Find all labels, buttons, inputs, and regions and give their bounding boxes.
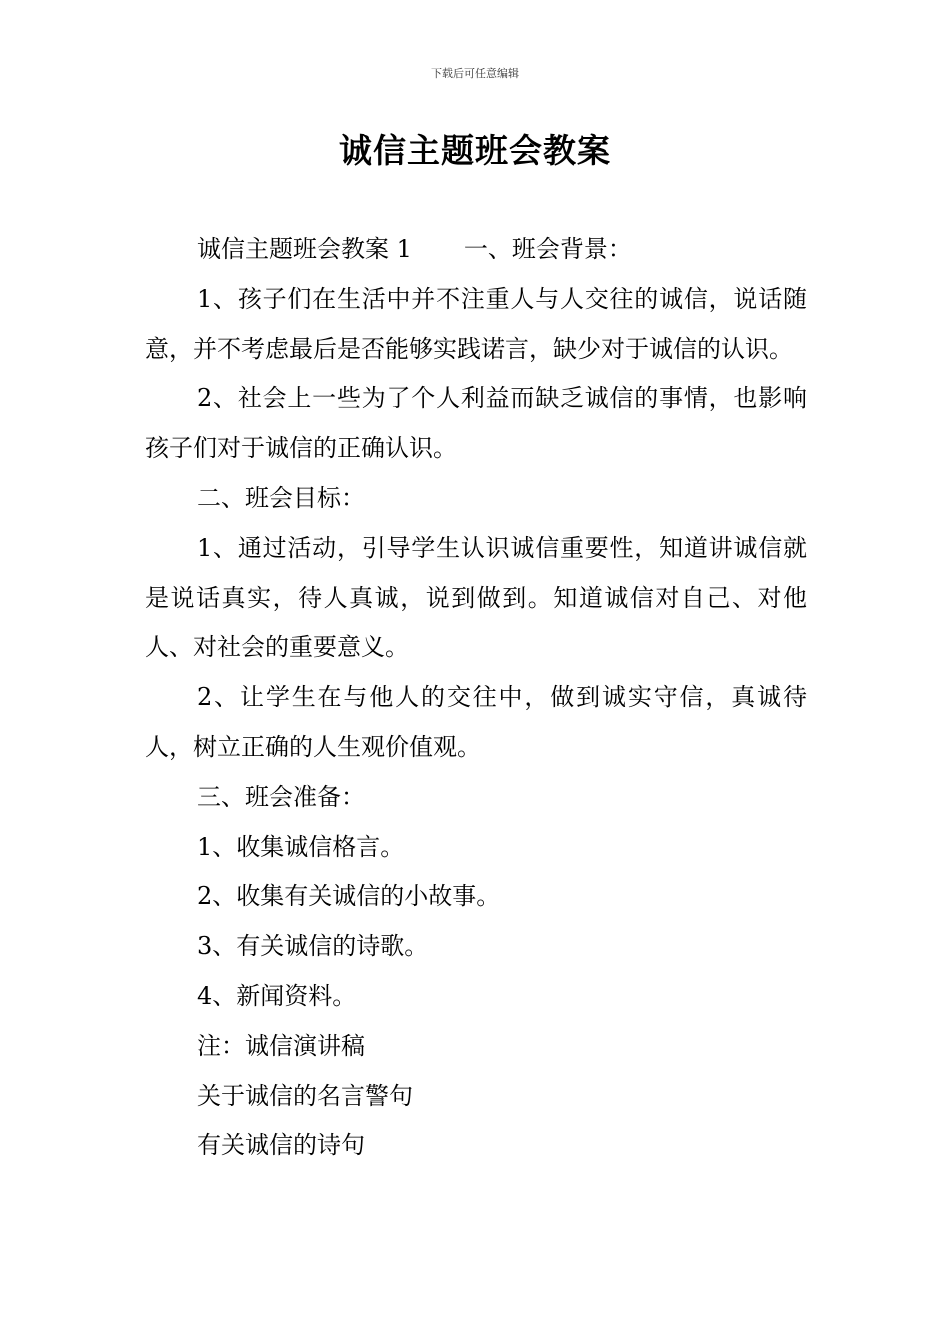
- paragraph-goal-1: 1、通过活动，引导学生认识诚信重要性，知道讲诚信就是说话真实，待人真诚，说到做到。知道诚信对自己、对他人、对社会的重要意义。: [145, 533, 807, 662]
- paragraph-background-2: 2、社会上一些为了个人利益而缺乏诚信的事情，也影响孩子们对于诚信的正确认识。: [145, 384, 807, 463]
- paragraph-background-1: 1、孩子们在生活中并不注重人与人交往的诚信，说话随意，并不考虑最后是否能够实践诺言，缺少对于诚信的认识。: [145, 284, 807, 363]
- related-line-poems: 有关诚信的诗句: [197, 1131, 365, 1160]
- header-note: 下载后可任意编辑: [431, 67, 519, 80]
- document-title: 诚信主题班会教案: [339, 131, 611, 170]
- intro-heading: 一、班会背景：: [463, 235, 632, 263]
- preparation-item-2: 2、收集有关诚信的小故事。: [197, 882, 501, 911]
- section-heading-preparation: 三、班会准备：: [197, 782, 365, 811]
- intro-label: 诚信主题班会教案 1: [197, 235, 412, 263]
- related-line-quotes: 关于诚信的名言警句: [197, 1081, 413, 1110]
- section-heading-goals: 二、班会目标：: [197, 483, 365, 512]
- preparation-item-1: 1、收集诚信格言。: [197, 832, 405, 861]
- note-line: 注：诚信演讲稿: [197, 1031, 365, 1060]
- preparation-item-4: 4、新闻资料。: [197, 981, 357, 1010]
- intro-line: [145, 225, 807, 275]
- preparation-item-3: 3、有关诚信的诗歌。: [197, 932, 429, 961]
- paragraph-goal-2: 2、让学生在与他人的交往中，做到诚实守信，真诚待人，树立正确的人生观价值观。: [145, 683, 807, 761]
- document-body: [145, 225, 807, 1171]
